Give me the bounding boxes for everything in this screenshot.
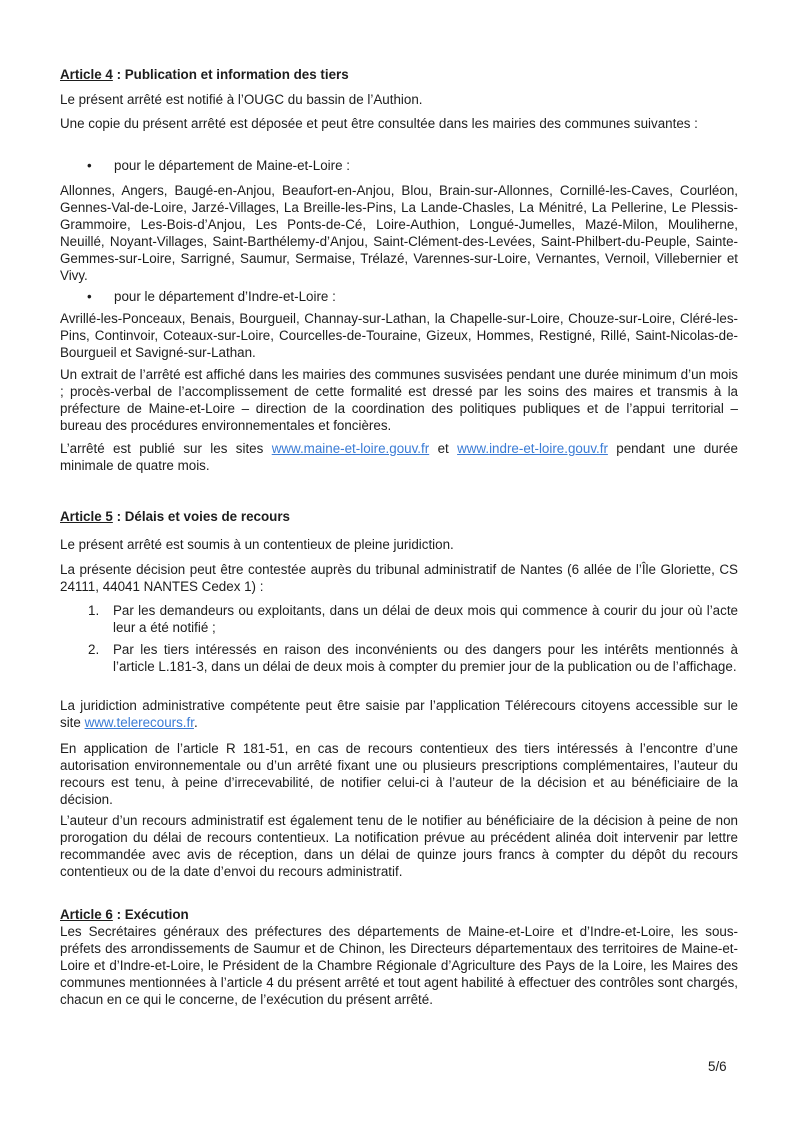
bullet-icon: • (87, 158, 92, 173)
article-6-paragraph-1: Les Secrétaires généraux des préfectures des départements de Maine-et-Loire et d’Indre-et-Loire, les sous-préfets des arrondissements de Saumur et de Chinon, les Directeurs départementaux des territoires de Maine-et-Loire et d’Indre-et-Loire, le Président de la Chambre Régionale d’Agriculture des Pays de la Loire, les Maires des communes mentionnées à l’article 4 du présent arrêté et tout agent habilité à effectuer des contrôles sont chargés, chacun en ce qui le concerne, de l’exécution du présent arrêté. (60, 924, 738, 1007)
article-4-paragraph-1: Le présent arrêté est notifié à l’OUGC du bassin de l’Authion. (60, 92, 423, 107)
article-6-label: Article 6 (60, 907, 113, 922)
p4-text-a: L’arrêté est publié sur les sites (60, 441, 272, 456)
article-4-heading (60, 66, 738, 83)
item-number: 1. (88, 603, 100, 618)
bullet-icon: • (87, 289, 92, 304)
article-5-paragraph-5: L’auteur d’un recours administratif est également tenu de le notifier au bénéficiaire de la décision à peine de non prorogation du délai de recours contentieux. La notification prévue au précédent alinéa doit intervenir par lettre recommandée avec avis de réception, dans un délai de quinze jours francs à compter du dépôt du recours contentieux ou de la date d’envoi du recours administratif. (60, 813, 738, 879)
link-telerecours[interactable]: www.telerecours.fr (84, 715, 194, 730)
item-text: Par les tiers intéressés en raison des inconvénients ou des dangers pour les intérêts mentionnés à l’article L.181-3, dans un délai de deux mois à compter du premier jour de la publication ou de l’affichage. (113, 642, 738, 674)
p4-text-b: et (429, 441, 458, 456)
article-5-paragraph-4: En application de l’article R 181-51, en cas de recours contentieux des tiers intéressés à l’encontre d’une autorisation environnementale ou d’un arrêté fixant une ou plusieurs prescriptions complémentaires, l’auteur du recours est tenu, à peine d’irrecevabilité, de notifier celui-ci à l’auteur de la décision et au bénéficiaire de la décision. (60, 741, 738, 807)
article-6-title: : Exécution (112, 907, 189, 922)
article-4-paragraph-2: Une copie du présent arrêté est déposée et peut être consultée dans les mairies des communes suivantes : (60, 116, 698, 131)
article-4-paragraph-4 (60, 440, 738, 474)
bullet-indre-et-loire (87, 288, 336, 305)
article-5-paragraph-1: Le présent arrêté est soumis à un contentieux de pleine juridiction. (60, 537, 454, 552)
page-number: 5/6 (708, 1059, 727, 1074)
p3-text-a: La juridiction administrative compétente peut être saisie par l’application Télérecours citoyens accessible sur le site (60, 698, 738, 730)
article-5-paragraph-3 (60, 697, 738, 731)
article-5-title: : Délais et voies de recours (112, 509, 290, 524)
bullet-indre-et-loire-label: pour le département d’Indre-et-Loire : (114, 289, 336, 304)
bullet-maine-et-loire (87, 157, 350, 174)
item-text: Par les demandeurs ou exploitants, dans un délai de deux mois qui commence à courir du jour où l’acte leur a été notifié ; (113, 603, 738, 635)
communes-indre-et-loire: Avrillé-les-Ponceaux, Benais, Bourgueil, Channay-sur-Lathan, la Chapelle-sur-Loire, Chouze-sur-Loire, Cléré-les-Pins, Continvoir, Coteaux-sur-Loire, Courcelles-de-Touraine, Gizeux, Hommes, Restigné, Rillé, Saint-Nicolas-de-Bourgueil et Savigné-sur-Lathan. (60, 311, 738, 360)
p3-text-b: . (193, 715, 198, 730)
recours-item-2 (88, 641, 738, 675)
recours-item-1 (88, 602, 738, 636)
link-indre-et-loire[interactable]: www.indre-et-loire.gouv.fr (457, 441, 608, 456)
article-6-heading (60, 906, 738, 923)
p4-text-c: pendant une durée minimale de quatre mois. (60, 441, 738, 473)
article-4-paragraph-3: Un extrait de l’arrêté est affiché dans les mairies des communes susvisées pendant une durée minimum d’un mois ; procès-verbal de l’accomplissement de cette formalité est dressé par les soins des maires et transmis à la préfecture de Maine-et-Loire – direction de la coordination des politiques publiques et de l’appui territorial – bureau des procédures environnementales et foncières. (60, 367, 738, 433)
article-4-title: : Publication et information des tiers (112, 67, 349, 82)
item-number: 2. (88, 642, 100, 657)
link-maine-et-loire[interactable]: www.maine-et-loire.gouv.fr (271, 441, 430, 456)
article-5-heading (60, 508, 738, 525)
article-5-label: Article 5 (60, 509, 113, 524)
bullet-maine-et-loire-label: pour le département de Maine-et-Loire : (114, 158, 350, 173)
article-5-paragraph-2: La présente décision peut être contestée auprès du tribunal administratif de Nantes (6 allée de l’Île Gloriette, CS 24111, 44041 NANTES Cedex 1) : (60, 562, 738, 594)
article-4-label: Article 4 (60, 67, 113, 82)
communes-maine-et-loire: Allonnes, Angers, Baugé-en-Anjou, Beaufort-en-Anjou, Blou, Brain-sur-Allonnes, Cornillé-les-Caves, Courléon, Gennes-Val-de-Loire, Jarzé-Villages, La Breille-les-Pins, La Lande-Chasles, La Ménitré, La Pellerine, Le Plessis-Grammoire, Les-Bois-d’Anjou, Les Ponts-de-Cé, Loire-Authion, Longué-Jumelles, Mazé-Milon, Mouliherne, Neuillé, Noyant-Villages, Saint-Barthélemy-d’Anjou, Saint-Clément-des-Levées, Saint-Philbert-du-Peuple, Sainte-Gemmes-sur-Loire, Sarrigné, Saumur, Sermaise, Trélazé, Varennes-sur-Loire, Vernantes, Vernoil, Villebernier et Vivy. (60, 183, 738, 283)
